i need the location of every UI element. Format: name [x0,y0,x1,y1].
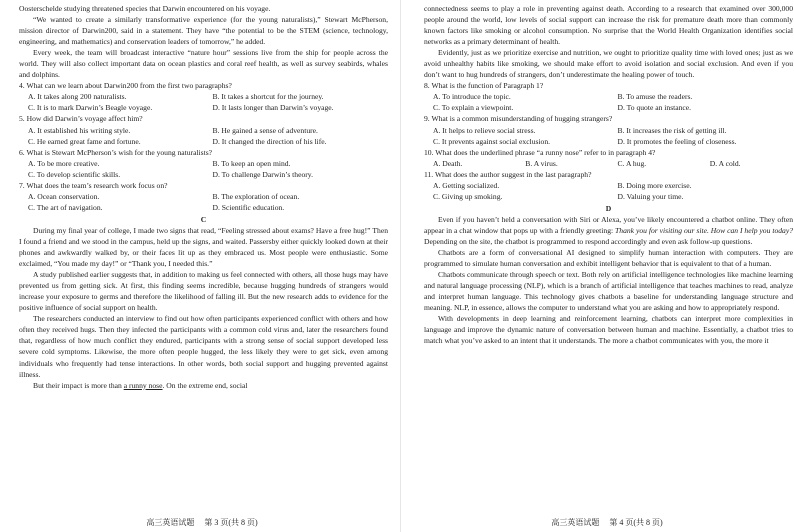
text-run: ” refer to in paragraph 4? [578,147,656,157]
question-stem: 9. What is a common misunderstanding of hugging strangers? [424,114,613,124]
question-stem: 7. What does the team’s research work focus on? [19,180,168,190]
option-a: A. It helps to relieve social stress. [433,125,536,135]
option-b: B. To amuse the readers. [617,92,693,102]
passage-b-paragraph: Every week, the team will broadcast interactive “nature hour” sessions live from the ship for people across the world. They will also collect important data on ocean plastics and coral reef health, as well as survey seabirds, whales and dolphins. [19,48,388,80]
section-c-heading: C [200,214,207,224]
option-a: A. Ocean conservation. [28,191,100,201]
footer-page-number: 第 4 页(共 8 页) [609,518,663,527]
option-c: C. A hug. [617,158,647,168]
text-run: Depending on the site, the chatbot is programmed to respond accordingly and even ask follow-up questions. [424,236,753,246]
option-b: B. To keep an open mind. [212,158,291,168]
left-column [19,3,388,391]
option-b: B. He gained a sense of adventure. [212,125,318,135]
passage-c-paragraph [19,380,388,391]
text-run: 10. What does the underlined phrase “ [424,147,541,157]
option-b: B. It increases the risk of getting ill. [617,125,727,135]
question-stem: 8. What is the function of Paragraph 1? [424,81,544,91]
option-a: A. It established his writing style. [28,125,131,135]
option-d: D. A cold. [709,158,741,168]
option-b: B. Doing more exercise. [617,180,692,190]
question-stem [424,147,793,158]
question-5 [19,113,388,146]
text-run: . On the extreme end, social [162,380,248,390]
option-a: A. To be more creative. [28,158,100,168]
option-b: B. A virus. [525,158,558,168]
passage-c-paragraph: A study published earlier suggests that, in addition to making us feel connected with others, all those hugs may have prevented us from getting sick. At first, this finding seems incredible, because hugging hundreds of strangers would increase your exposure to germs and therefore the likelihood of falling ill. But the new research adds to evidence for the positive influence of social support on health. [19,270,388,313]
option-a: A. Death. [433,158,463,168]
option-d: D. It lasts longer than Darwin’s voyage. [212,103,334,113]
passage-d-paragraph [424,214,793,247]
passage-c-paragraph: The researchers conducted an interview to find out how often participants experienced conflict with others and how often they received hugs. Then they infected the participants with a common cold virus and, later the researchers found that, regardless of how much conflict they endured, participants with a strong sense of social support developed less severe cold symptoms. Likewise, the more often people hugged, the less likely they were to get sick, even among individuals who frequently had tense interactions. In other words, both social support and hugging prevented against illness. [19,314,388,379]
option-c: C. It is to mark Darwin’s Beagle voyage. [28,103,153,113]
text-run: But their impact is more than [33,380,124,390]
option-d: D. Scientific education. [212,202,285,212]
question-stem: 5. How did Darwin’s voyage affect him? [19,114,143,124]
question-10 [424,147,793,169]
footer-title: 高三英语试题 [551,518,600,527]
question-stem: 11. What does the author suggest in the last paragraph? [424,169,592,179]
question-11 [424,169,793,202]
italic-greeting: Thank you for visiting our site. How can I help you today? [615,225,794,235]
question-6 [19,147,388,180]
option-a: A. To introduce the topic. [433,92,511,102]
option-c: C. He earned great fame and fortune. [28,136,141,146]
option-a: A. It takes along 200 naturalists. [28,92,127,102]
page-footer [7,517,397,528]
question-stem: 6. What is Stewart McPherson’s wish for the young naturalists? [19,147,213,157]
passage-d-paragraph: With developments in deep learning and reinforcement learning, chatbots can interpret more complexities in language and improve the dynamic nature of conversation between human and machine. Essentially, a chatbot tries to match what you’ve asked to an intent that it understands. The more a chatbot communicates with you, the more it [424,314,793,346]
option-d: D. Valuing your time. [617,191,684,201]
question-stem: 4. What can we learn about Darwin200 from the first two paragraphs? [19,81,232,91]
page-footer [412,517,794,528]
option-d: D. To challenge Darwin’s theory. [212,169,313,179]
question-8 [424,80,793,113]
section-d-heading: D [605,203,612,213]
option-b: B. It takes a shortcut for the journey. [212,92,324,102]
option-c: C. The art of navigation. [28,202,103,212]
passage-b-continued: Oosterschelde studying threatened species that Darwin encountered on his voyage. [19,4,271,13]
option-a: A. Getting socialized. [433,180,500,190]
option-c: C. Giving up smoking. [433,191,503,201]
passage-c-continued: connectedness seems to play a role in preventing against death. According to a research that examined over 300,000 people around the world, low levels of social support can increase the risk for premature death more than commonly known factors like smoking or alcohol consumption. No surprise that the World Health Organization identifies social networks as a primary determinant of health. [424,4,793,47]
page-divider [400,0,401,532]
option-b: B. The exploration of ocean. [212,191,300,201]
option-d: D. To quote an instance. [617,103,692,113]
option-c: C. It prevents against social exclusion. [433,136,551,146]
option-d: D. It promotes the feeling of closeness. [617,136,737,146]
option-c: C. To explain a viewpoint. [433,103,514,113]
right-page [412,0,794,532]
right-column [424,3,793,346]
footer-title: 高三英语试题 [146,518,195,527]
footer-page-number: 第 3 页(共 8 页) [204,518,258,527]
question-9 [424,113,793,146]
passage-c-paragraph: Evidently, just as we prioritize exercise and nutrition, we ought to prioritize quality time with loved ones; just as we avoid unhealthy habits like smoking, we should make effort to avoid isolation and social exclusion. And even if you don’t want to hug hundreds of strangers, don’t underestimate the healing power of touch. [424,48,793,80]
quoted-phrase: a runny nose [540,147,579,157]
passage-d-paragraph: Chatbots are a form of conversational AI designed to simplify human interaction with computers. They are programmed to simulate human conversation and exhibit intelligent behavior that is equivalent to that of a human. [424,248,793,269]
question-4 [19,80,388,113]
option-d: D. It changed the direction of his life. [212,136,327,146]
passage-c-paragraph: During my final year of college, I made two signs that read, “Feeling stressed about exams? Have a free hug!” Then I found a friend and we stood in the campus, held up the signs, and waited. Passersby either quickly looked down at their phones and awkwardly walked by, or their faces lit up as they embraced us. Most people were enthusiastic. Some exclaimed, “You made my day!” or “Thank you, I needed this.” [19,225,388,269]
underlined-phrase: a runny nose [123,380,163,390]
option-c: C. To develop scientific skills. [28,169,121,179]
passage-b-paragraph: “We wanted to create a similarly transformative experience (for the young naturalists),” Stewart McPherson, mission director of Darwin200, said in a statement. They have “the potential to be the STEM (science, technology, engineering, and mathematics) and conservation leaders of tomorrow,” he added. [19,15,388,47]
left-page [7,0,397,532]
text-run: Even if you haven’t held a conversation with Siri or Alexa, you’ve likely encountered a chatbot online. They often appear in a chat window that pops up with a friendly greeting: [424,214,793,235]
passage-d-paragraph: Chatbots communicate through speech or text. Both rely on artificial intelligence technologies like machine learning and natural language processing (NLP), which is a branch of artificial intelligence that teaches machines to read, analyze and interpret human language. This technology gives chatbots a baseline for understanding language structure and meaning. NLP, in essence, allows the computer to understand what you are asking and how to appropriately respond. [424,270,793,313]
question-7 [19,180,388,213]
